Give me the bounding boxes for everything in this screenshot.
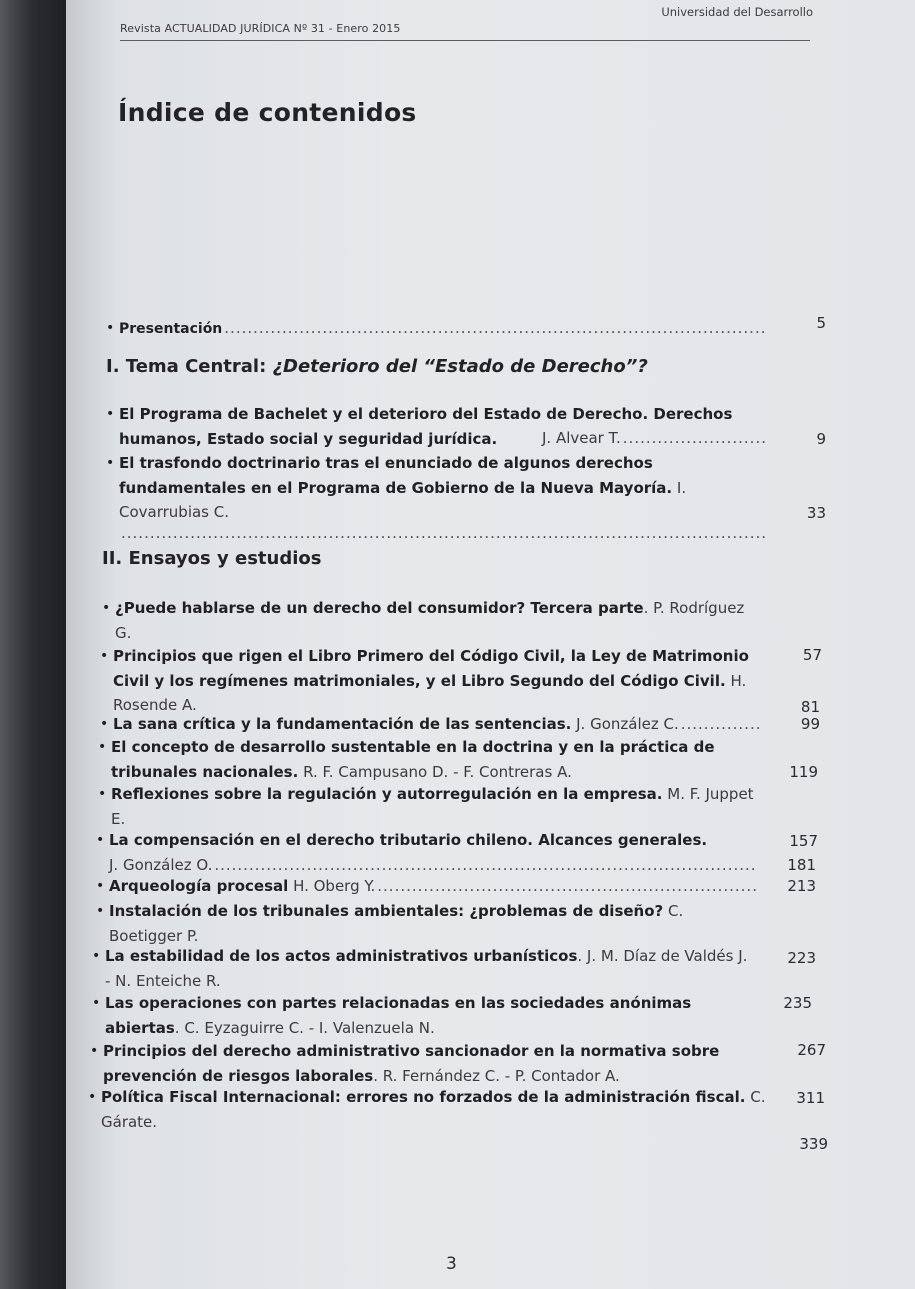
bullet: • xyxy=(96,903,105,919)
entry-author: M. F. Juppet E. xyxy=(111,785,754,828)
entry-page: 267 xyxy=(797,1040,826,1059)
entry-title: El trasfondo doctrinario tras el enunciado de algunos derechos fundamentales en el Programa de Gobierno de la Nueva Mayoría. xyxy=(119,454,673,497)
entry-title: Las operaciones con partes relacionadas en las sociedades anónimas abiertas xyxy=(105,994,692,1037)
bullet: • xyxy=(106,406,115,422)
section-prefix: I. Tema Central: xyxy=(106,356,273,377)
entry-title: Arqueología procesal xyxy=(109,877,289,895)
entry-title: Instalación de los tribunales ambientales: ¿problemas de diseño? xyxy=(109,902,664,920)
journal-name: Revista ACTUALIDAD JURÍDICA Nº 31 - Enero 2015 xyxy=(120,22,401,35)
entry-author: I. Covarrubias C. xyxy=(119,478,687,521)
toc-entry xyxy=(92,991,826,1059)
entry-author: C. Gárate. xyxy=(101,1088,766,1131)
entry-author: J. Alvear T. xyxy=(542,429,621,447)
bullet: • xyxy=(106,320,115,336)
page-number: 3 xyxy=(446,1254,457,1274)
page xyxy=(66,0,915,1289)
entry-author: H. Rosende A. xyxy=(113,671,747,714)
bullet: • xyxy=(102,600,111,616)
entry-author: H. Oberg Y. xyxy=(293,877,376,895)
entry-title: Presentación xyxy=(119,321,223,337)
entry-author: C. Boetigger P. xyxy=(109,902,684,945)
toc-entry xyxy=(100,644,820,718)
bullet: • xyxy=(96,878,105,894)
leader-dots xyxy=(681,712,761,737)
entry-page: 223 xyxy=(787,948,816,967)
leader-dots xyxy=(377,874,757,899)
bullet: • xyxy=(98,739,107,755)
entry-title: Principios que rigen el Libro Primero del Código Civil, la Ley de Matrimonio Civil y los regímenes matrimoniales, y el Libro Segundo del Código Civil. xyxy=(113,647,749,690)
section-heading-2: II. Ensayos y estudios xyxy=(102,548,322,569)
entry-page: 311 xyxy=(796,1088,825,1107)
entry-author: J. González O. xyxy=(109,855,213,874)
section-heading-1 xyxy=(106,356,648,377)
entry-author: J. González C. xyxy=(576,715,679,733)
bullet: • xyxy=(92,995,101,1011)
entry-author: R. F. Campusano D. - F. Contreras A. xyxy=(303,762,572,781)
toc-entry xyxy=(96,828,816,877)
entry-title: La compensación en el derecho tributario chileno. Alcances generales. xyxy=(109,831,708,849)
entry-author: . C. Eyzaguirre C. - I. Valenzuela N. xyxy=(174,1018,435,1037)
section-title: ¿Deterioro del “Estado de Derecho”? xyxy=(272,356,648,377)
entry-title: ¿Puede hablarse de un derecho del consumidor? Tercera parte xyxy=(115,599,644,617)
entry-page: 339 xyxy=(799,1134,828,1153)
entry-title: Principios del derecho administrativo sancionador en la normativa sobre prevención de riesgos laborales xyxy=(103,1042,720,1085)
entry-title: La sana crítica y la fundamentación de las sentencias. xyxy=(113,715,572,733)
leader-dots xyxy=(623,426,767,451)
entry-page: 157 xyxy=(789,831,818,850)
entry-page: 119 xyxy=(789,762,818,781)
bullet: • xyxy=(92,948,101,964)
university-name: Universidad del Desarrollo xyxy=(661,5,813,19)
entry-author: . R. Fernández C. - P. Contador A. xyxy=(373,1066,620,1085)
toc-entry xyxy=(98,735,818,784)
leader-dots xyxy=(224,316,767,341)
entry-title: El Programa de Bachelet y el deterioro del Estado de Derecho. Derechos humanos, Estado social y seguridad jurídica. xyxy=(119,405,733,448)
book-spine xyxy=(0,0,70,1289)
toc-entry xyxy=(96,874,816,899)
toc-entry xyxy=(88,1085,828,1153)
toc-entry xyxy=(100,712,820,737)
bullet: • xyxy=(96,832,105,848)
entry-page: 235 xyxy=(783,993,812,1012)
entry-title: Reflexiones sobre la regulación y autorregulación en la empresa. xyxy=(111,785,663,803)
bullet: • xyxy=(100,648,109,664)
toc-entry xyxy=(102,596,822,664)
entry-page: 213 xyxy=(787,877,816,895)
entry-page: 99 xyxy=(800,715,820,733)
page-title: Índice de contenidos xyxy=(118,98,417,127)
entry-page: 5 xyxy=(816,314,826,332)
entry-title: La estabilidad de los actos administrativos urbanísticos xyxy=(105,947,578,965)
leader-dots xyxy=(121,521,767,546)
entry-author: . J. M. Díaz de Valdés J. - N. Enteiche R. xyxy=(105,947,748,990)
toc-entry xyxy=(106,402,826,451)
entry-author: . P. Rodríguez G. xyxy=(115,599,745,642)
entry-title: Política Fiscal Internacional: errores no forzados de la administración fiscal. xyxy=(101,1088,746,1106)
entry-page: 9 xyxy=(816,429,826,448)
entry-page: 181 xyxy=(787,855,816,874)
bullet: • xyxy=(106,455,115,471)
entry-page: 57 xyxy=(802,645,822,664)
entry-page: 33 xyxy=(806,503,826,522)
entry-title: El concepto de desarrollo sustentable en la doctrina y en la práctica de tribunales nacionales. xyxy=(111,738,715,781)
bullet: • xyxy=(90,1043,99,1059)
toc-entry xyxy=(92,944,812,1012)
toc-entry xyxy=(106,451,826,545)
running-header xyxy=(120,5,813,41)
toc-entry-presentacion xyxy=(106,316,826,342)
entry-page: 81 xyxy=(800,698,820,716)
bullet: • xyxy=(98,786,107,802)
bullet: • xyxy=(88,1089,97,1105)
bullet: • xyxy=(100,716,109,732)
